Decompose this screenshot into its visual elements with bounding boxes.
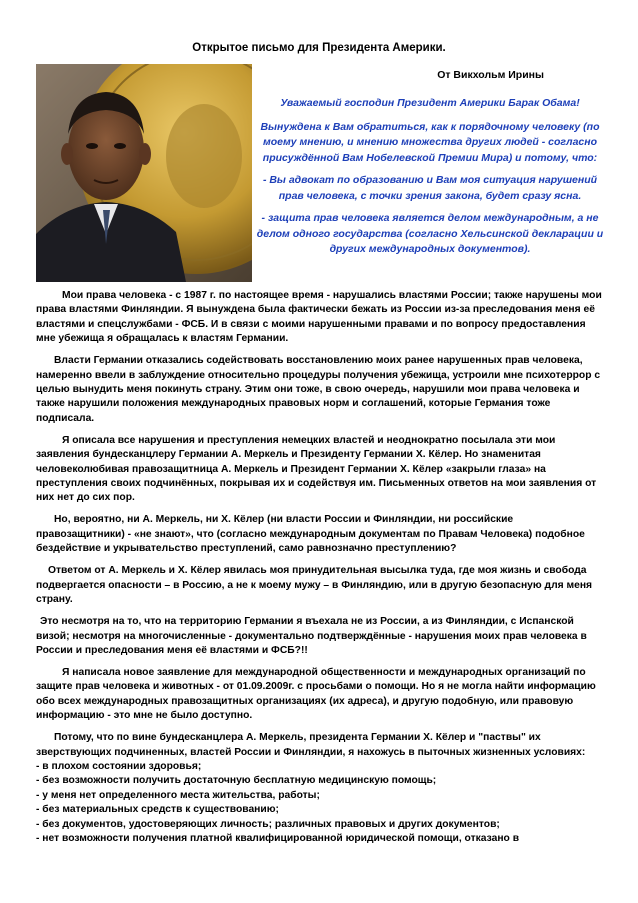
body-paragraph-1: Мои права человека - с 1987 г. по настоящее время - нарушались властями России; также нарушены мои права властями Финляндии. Я вынуждена была фактически бежать из России из-за преследования меня её властями и спецслужбами - ФСБ. И в связи с моими нарушенными правами и по вопросу предоставления мне убежища я обращалась к властям Германии. [36,290,602,345]
list-item: - в плохом состоянии здоровья; [36,760,202,772]
list-item: - нет возможности получения платной квалифицированной юридической помощи, отказано в [36,832,520,844]
letter-title: Открытое письмо для Президента Америки. [192,42,446,54]
body-paragraph-3: Я описала все нарушения и преступления немецких властей и неоднократно посылала эти мои заявления бундесканцлеру Германии А. Меркель и Президенту Германии Х. Кёлер. Но знаменитая человеколюбивая правозащитница А. Меркель и Президент Германии Х. Кёлер «закрыли глаза» на преступления своих подчинённых, покрывая их и содействуя им. Письменных ответов на мои заявления от них нет до сих пор. [36,434,597,504]
intro-paragraph-1: Вынуждена к Вам обратиться, как к порядочному человеку (по моему мнению, и мнению множества других людей - согласно присуждённой Вам Нобелевской Премии Мира) и потому, что: [260,120,600,164]
intro-greeting: Уважаемый господин Президент Америки Барак Обама! [280,97,580,109]
list-item: - без документов, удостоверяющих личность; различных правовых и других документов; [36,818,500,830]
letter-body [36,289,604,846]
intro-paragraph-2: - Вы адвокат по образованию и Вам моя ситуация нарушений прав человека, с точки зрения закона, будет сразу ясна. [262,174,598,202]
list-item: - у меня нет определенного места жительства, работы; [36,789,320,801]
body-paragraph-5: Ответом от А. Меркель и Х. Кёлер явилась моя принудительная высылка туда, где моя жизнь и свобода подвергается опасности – в Россию, а не к моему мужу – в Финляндию, или в другую безопасную для меня страну. [36,565,593,606]
intro-paragraph-3: - защита прав человека является делом международным, а не делом одного государства (согласно Хельсинской декларации и других международных документов). [256,212,604,255]
body-paragraph-2: Власти Германии отказались содействовать восстановлению моих ранее нарушенных прав человека, намеренно ввели в заблуждение относительно процедуры получения убежища, устроили мне психотеррор с целью вынудить меня покинуть страну. Этим они тоже, в свою очередь, нарушили мои права человека и также нарушили положения международных правовых норм и соглашений, которые Германия тоже подписала. [36,355,601,424]
list-item: - без возможности получить достаточную бесплатную медицинскую помощь; [36,775,437,787]
body-paragraph-4: Но, вероятно, ни А. Меркель, ни Х. Кёлер (ни власти России и Финляндии, ни российские правозащитники) - «не знают», что (согласно международным документам по Правам Человека) подобное бездействие и укрывательство преступлений, само равнозначно преступлению? [36,514,585,555]
portrait-photo [36,64,252,282]
conditions-list [36,760,604,846]
body-paragraph-6: Это несмотря на то, что на территорию Германии я въехала не из России, а из Финляндии, с Испанской визой; несмотря на многочисленные - документально подтверждённые - нарушения моих прав человека в России и преследования меня её властями и ФСБ?!! [36,616,587,656]
intro-block [254,96,606,258]
body-paragraph-8: Потому, что по вине бундесканцлера А. Меркель, президента Германии Х. Кёлер и "паствы" их зверствующих подчиненных, властей России и Финляндии, я нахожусь в пыточных жизненных условиях: [36,732,586,758]
list-item: - без материальных средств к существованию; [36,804,279,816]
letter-from: От Викхольм Ирины [437,69,544,81]
body-paragraph-7: Я написала новое заявление для международной общественности и международных организаций по защите прав человека и животных - от 01.09.2009г. с просьбами о помощи. Но я не могла найти информацию обо всех международных правозащитных организациях (их адреса), и другую подобную, или правовую информацию - это мне не было доступно. [36,666,596,722]
portrait-with-medal-image [36,64,252,282]
